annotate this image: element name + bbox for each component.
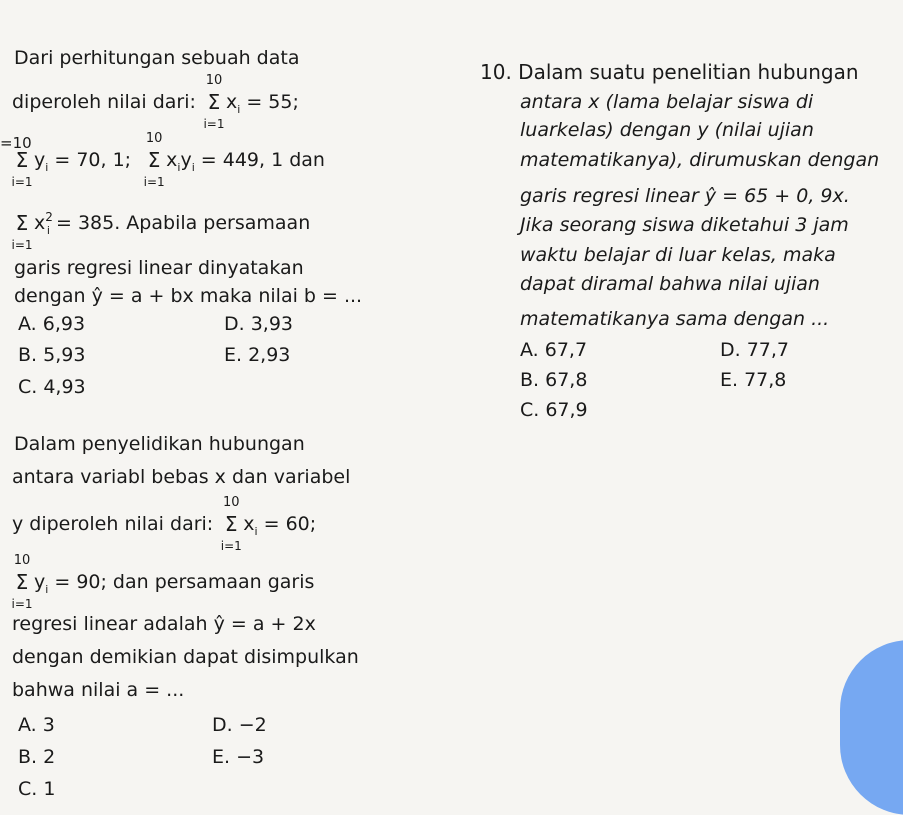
q10-option-c[interactable]: C. 67,9 (520, 399, 588, 421)
q10-option-b[interactable]: B. 67,8 (520, 369, 588, 391)
q2-line2: antara variabl bebas x dan variabel (12, 466, 351, 488)
q1-line6: dengan ŷ = a + bx maka nilai b = ... (14, 285, 363, 307)
q1-option-a[interactable]: A. 6,93 (18, 313, 86, 335)
q1-line3: Σ i=1 $y_i = 70$, 1; 10 Σ i=1 $x_iy_i = 449$, 1 dan (11, 130, 325, 189)
summation-symbol: 10 Σ i=1 (143, 130, 165, 189)
q1-line3-prefix: =10 (0, 134, 32, 152)
q10-option-d[interactable]: D. 77,7 (720, 339, 790, 361)
q1-line2: diperoleh nilai dari: 10 Σ i=1 $x_i = 55$; (12, 72, 299, 131)
q10-option-e[interactable]: E. 77,8 (720, 369, 787, 391)
q1-option-b[interactable]: B. 5,93 (18, 344, 86, 366)
q10-line7: waktu belajar di luar kelas, maka (520, 244, 836, 266)
q2-line6: dengan demikian dapat disimpulkan (12, 646, 359, 668)
q10-line3: luarkelas) dengan y (nilai ujian (520, 119, 814, 141)
q2-line7: bahwa nilai a = ... (12, 679, 185, 701)
q2-line1: Dalam penyelidikan hubungan (14, 433, 305, 455)
q10-line5: garis regresi linear ŷ = 65 + 0, 9x. (520, 185, 850, 207)
summation-symbol: 10 Σ i=1 (220, 494, 242, 553)
q2-line4: 10 Σ i=1 $y_i = 90$; dan persamaan garis (11, 552, 315, 611)
q10-line4: matematikanya), dirumuskan dengan (520, 149, 880, 171)
q2-option-c[interactable]: C. 1 (18, 778, 56, 800)
q10-line9: matematikanya sama dengan ... (520, 308, 830, 330)
q10-line2: antara x (lama belajar siswa di (520, 91, 814, 113)
q2-option-b[interactable]: B. 2 (18, 746, 56, 768)
q2-option-a[interactable]: A. 3 (18, 714, 55, 736)
y-hat-symbol: ŷ (213, 613, 225, 635)
q2-option-e[interactable]: E. −3 (212, 746, 265, 768)
q10-line1: 10. Dalam suatu penelitian hubungan (480, 60, 859, 84)
summation-symbol: Σ i=1 (11, 210, 33, 252)
q1-line4: Σ i=1 $x^2_i = 385$. Apabila persamaan (11, 210, 311, 252)
q1-intro: Dari perhitungan sebuah data (14, 47, 300, 69)
q1-option-d[interactable]: D. 3,93 (224, 313, 294, 335)
summation-symbol: 10 Σ i=1 (203, 72, 225, 131)
q1-option-c[interactable]: C. 4,93 (18, 376, 86, 398)
q10-line6: Jika seorang siswa diketahui 3 jam (520, 214, 849, 236)
y-hat-symbol: ŷ (704, 185, 717, 207)
q1-option-e[interactable]: E. 2,93 (224, 344, 291, 366)
q2-line3: y diperoleh nilai dari: 10 Σ i=1 $x_i = 60$; (12, 494, 317, 553)
summation-symbol: Σ i=1 (11, 147, 33, 189)
q10-line8: dapat diramal bahwa nilai ujian (520, 273, 820, 295)
q2-option-d[interactable]: D. −2 (212, 714, 267, 736)
q10-option-a[interactable]: A. 67,7 (520, 339, 588, 361)
summation-symbol: 10 Σ i=1 (11, 552, 33, 611)
q2-line5: regresi linear adalah ŷ = a + 2x (12, 613, 316, 635)
y-hat-symbol: ŷ (91, 285, 103, 307)
blue-sticker-shape (840, 640, 903, 815)
q1-line5: garis regresi linear dinyatakan (14, 257, 304, 279)
